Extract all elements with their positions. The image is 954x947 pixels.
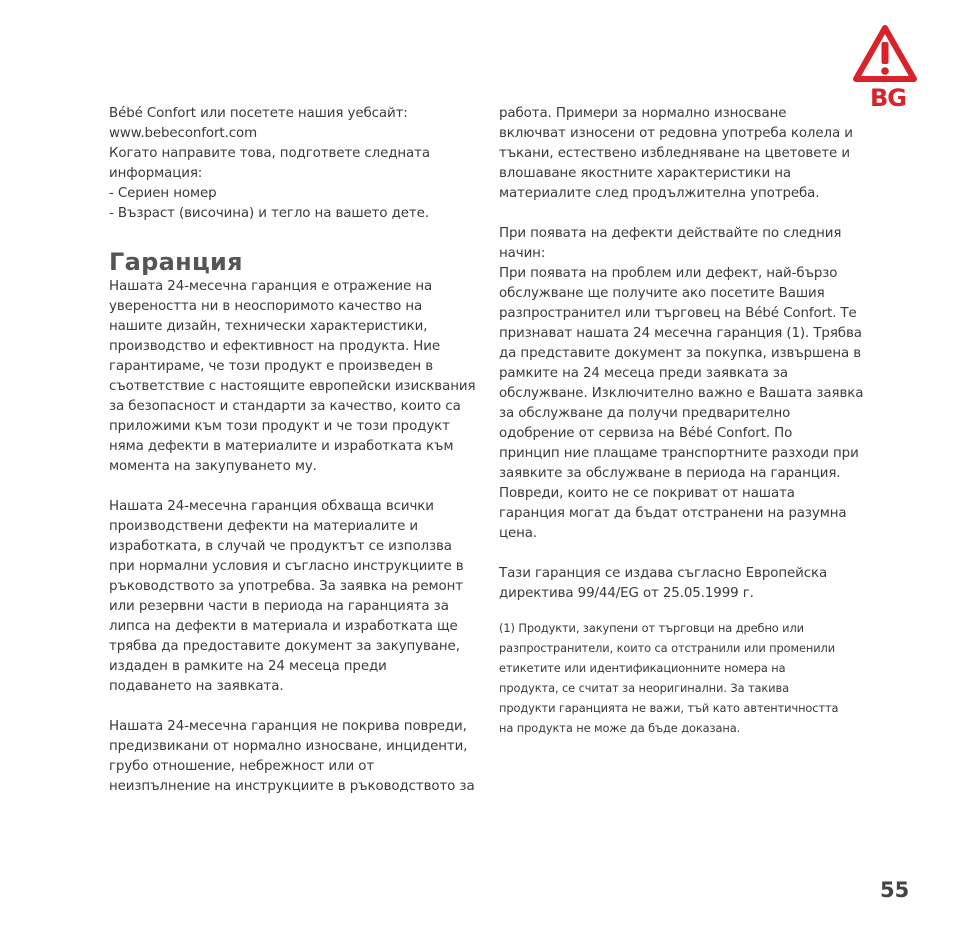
intro-line: www.bebeconfort.com bbox=[109, 126, 258, 141]
paragraph bbox=[499, 564, 859, 604]
paragraph-line: рамките на 24 месеца преди заявката за bbox=[499, 366, 788, 381]
paragraph-line: предизвикани от нормално износване, инциденти, bbox=[109, 739, 468, 754]
footnote-line: на продукта не може да бъде доказана. bbox=[499, 721, 741, 735]
right-column bbox=[499, 104, 864, 738]
footnote-line: етикетите или идентификационните номера на bbox=[499, 661, 786, 675]
paragraph-line: работа. Примери за нормално износване bbox=[499, 106, 787, 121]
paragraph-line: Нашата 24-месечна гаранция обхваща всички bbox=[109, 499, 434, 514]
intro-line: Bébé Confort или посетете нашия уебсайт: bbox=[109, 106, 408, 121]
paragraph-line: приложими към този продукт и че този продукт bbox=[109, 419, 450, 434]
paragraph-line: няма дефекти в материалите и изработката към bbox=[109, 439, 454, 454]
paragraph-line: подаването на заявката. bbox=[109, 679, 284, 694]
paragraph-line: принцип ние плащаме транспортните разходи при bbox=[499, 446, 859, 461]
paragraph-line: включват износени от редовна употреба колела и bbox=[499, 126, 853, 141]
paragraph-line: директива 99/44/EG от 25.05.1999 г. bbox=[499, 586, 754, 601]
paragraph-line: Нашата 24-месечна гаранция не покрива повреди, bbox=[109, 719, 467, 734]
paragraph-line: неизпълнение на инструкциите в ръководството за bbox=[109, 779, 475, 794]
paragraph-line: или резервни части в периода на гаранцията за bbox=[109, 599, 449, 614]
left-column bbox=[109, 104, 476, 797]
footnote-line: разпространители, които са отстранили или променили bbox=[499, 641, 836, 655]
paragraph-line: за безопасност и стандарти за качество, които са bbox=[109, 399, 461, 414]
page-number: 55 bbox=[880, 878, 910, 902]
paragraph-line: производство и ефективност на продукта. Ние bbox=[109, 339, 441, 354]
paragraph-line: ръководството за употребва. За заявка на ремонт bbox=[109, 579, 463, 594]
paragraph bbox=[109, 277, 476, 477]
paragraph-line: разпространител или търговец на Bébé Confort. Те bbox=[499, 306, 857, 321]
paragraph-line: начин: bbox=[499, 246, 546, 261]
paragraph bbox=[109, 497, 469, 697]
paragraph-line: признават нашата 24 месечна гаранция (1). Трябва bbox=[499, 326, 862, 341]
paragraph-line: При появата на дефекти действайте по следния bbox=[499, 226, 842, 241]
paragraph-line: трябва да предоставите документ за закупуване, bbox=[109, 639, 460, 654]
footnote bbox=[499, 618, 859, 738]
footnote-line: (1) Продукти, закупени от търговци на дребно или bbox=[499, 621, 804, 635]
paragraph-line: издаден в рамките на 24 месеца преди bbox=[109, 659, 387, 674]
language-badge: BG bbox=[870, 84, 906, 112]
paragraph-line: заявките за обслужване в периода на гаранция. bbox=[499, 466, 841, 481]
paragraph-line: при нормални условия и съгласно инструкциите в bbox=[109, 559, 464, 574]
paragraph-line: цена. bbox=[499, 526, 538, 541]
footnote-line: продукта, се считат за неоригинални. За такива bbox=[499, 681, 789, 695]
paragraph-line: При появата на проблем или дефект, най-бързо bbox=[499, 266, 838, 281]
paragraph bbox=[499, 104, 859, 204]
paragraph-line: гарантираме, че този продукт е произведен в bbox=[109, 359, 434, 374]
paragraph-line: грубо отношение, небрежност или от bbox=[109, 759, 375, 774]
paragraph-line: момента на закупуването му. bbox=[109, 459, 317, 474]
paragraph-line: обслужване ще получите ако посетите Вашия bbox=[499, 286, 825, 301]
paragraph-line: обслужване. Изключително важно е Вашата заявка bbox=[499, 386, 864, 401]
paragraph-line: Тази гаранция се издава съгласно Европейска bbox=[499, 566, 828, 581]
paragraph-line: увереността ни в неоспоримото качество на bbox=[109, 299, 423, 314]
paragraph-line: производствени дефекти на материалите и bbox=[109, 519, 418, 534]
footnote-line: продукти гаранцията не важи, тъй като автентичността bbox=[499, 701, 839, 715]
intro-line: - Възраст (височина) и тегло на вашето дете. bbox=[109, 206, 429, 221]
paragraph-line: гаранция могат да бъдат отстранени на разумна bbox=[499, 506, 847, 521]
paragraph-line: да представите документ за покупка, извършена в bbox=[499, 346, 862, 361]
paragraph bbox=[109, 717, 475, 797]
paragraph-line: Нашата 24-месечна гаранция е отражение на bbox=[109, 279, 433, 294]
paragraph-line: липса на дефекти в материала и изработката ще bbox=[109, 619, 458, 634]
paragraph-line: нашите дизайн, технически характеристики, bbox=[109, 319, 428, 334]
paragraph-line: съответствие с настоящите европейски изисквания bbox=[109, 379, 476, 394]
paragraph bbox=[499, 224, 864, 544]
section-heading: Гаранция bbox=[109, 248, 243, 276]
paragraph-line: изработката, в случай че продуктът се използва bbox=[109, 539, 452, 554]
paragraph-line: тъкани, естествено избледняване на цветовете и bbox=[499, 146, 850, 161]
intro-block bbox=[109, 104, 469, 224]
paragraph-line: одобрение от сервиза на Bébé Confort. По bbox=[499, 426, 793, 441]
intro-line: информация: bbox=[109, 166, 203, 181]
paragraph-line: за обслужване да получи предварително bbox=[499, 406, 791, 421]
paragraph-line: Повреди, които не се покриват от нашата bbox=[499, 486, 795, 501]
intro-line: Когато направите това, подгответе следната bbox=[109, 146, 430, 161]
intro-line: - Сериен номер bbox=[109, 186, 217, 201]
paragraph-line: материалите след продължителна употреба. bbox=[499, 186, 820, 201]
paragraph-line: влошаване якостните характеристики на bbox=[499, 166, 792, 181]
warning-triangle-icon bbox=[852, 24, 918, 84]
